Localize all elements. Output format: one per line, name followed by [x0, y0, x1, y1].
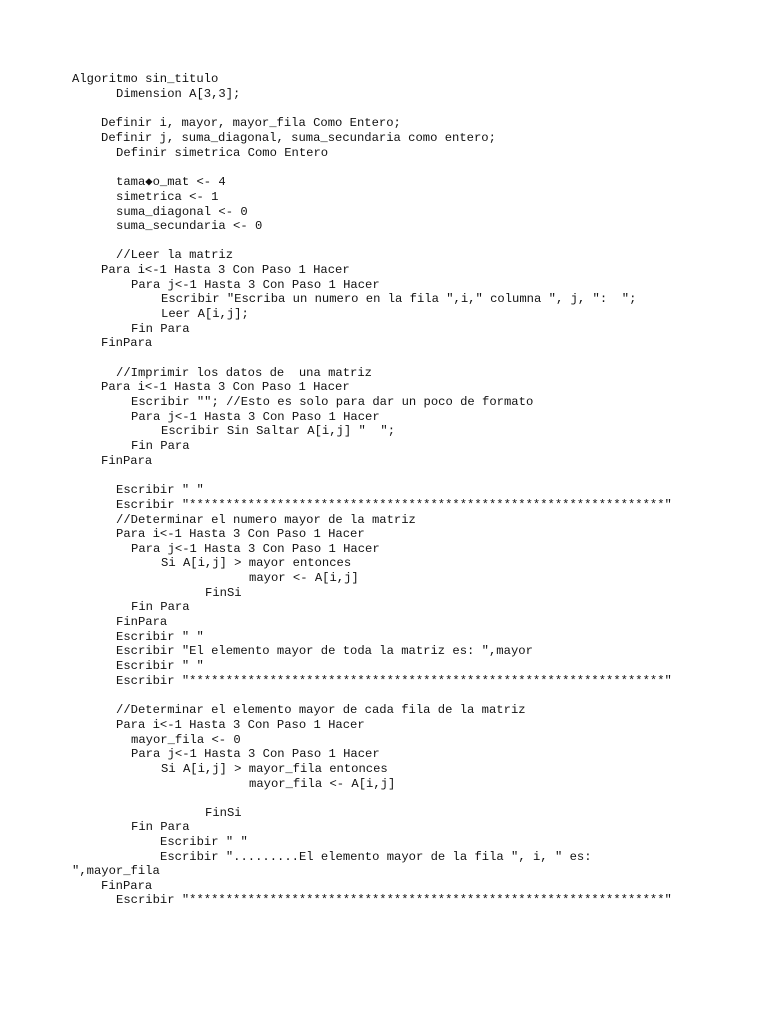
code-line: Si A[i,j] > mayor entonces — [161, 556, 352, 570]
separator-line: Escribir "*****************************************************************" — [116, 498, 672, 512]
code-line: Escribir "Escriba un numero en la fila ",i," columna ", j, ": "; — [161, 292, 637, 306]
code-line: Escribir " " — [116, 630, 204, 644]
code-line: Escribir " " — [116, 483, 204, 497]
code-line: Para j<-1 Hasta 3 Con Paso 1 Hacer — [131, 410, 380, 424]
code-line: Si A[i,j] > mayor_fila entonces — [161, 762, 388, 776]
code-line: Escribir ".........El elemento mayor de la fila ", i, " es: — [160, 850, 592, 864]
code-line: FinPara — [101, 454, 153, 468]
code-line: Para i<-1 Hasta 3 Con Paso 1 Hacer — [116, 527, 365, 541]
code-line: Dimension A[3,3]; — [116, 87, 241, 101]
code-line: Para j<-1 Hasta 3 Con Paso 1 Hacer — [131, 542, 380, 556]
code-line: Definir simetrica Como Entero — [116, 146, 329, 160]
code-line: Para i<-1 Hasta 3 Con Paso 1 Hacer — [116, 718, 365, 732]
code-line: Para i<-1 Hasta 3 Con Paso 1 Hacer — [101, 380, 350, 394]
code-line: //Imprimir los datos de una matriz — [116, 366, 372, 380]
code-line: Fin Para — [131, 820, 190, 834]
code-line: Leer A[i,j]; — [161, 307, 249, 321]
code-line: FinSi — [205, 586, 242, 600]
separator-line: Escribir "*****************************************************************" — [116, 893, 672, 907]
code-line: mayor_fila <- 0 — [131, 733, 241, 747]
code-line: Algoritmo sin_titulo — [72, 72, 219, 86]
code-line: Para i<-1 Hasta 3 Con Paso 1 Hacer — [101, 263, 350, 277]
code-line: Escribir Sin Saltar A[i,j] " "; — [161, 424, 396, 438]
separator-line: Escribir "*****************************************************************" — [116, 674, 672, 688]
code-line: Fin Para — [131, 439, 190, 453]
code-line: Escribir " " — [116, 659, 204, 673]
code-line: Escribir " " — [160, 835, 248, 849]
code-line: ",mayor_fila — [72, 864, 160, 878]
code-line: Fin Para — [131, 322, 190, 336]
code-line: mayor <- A[i,j] — [249, 571, 359, 585]
code-line: FinPara — [101, 879, 153, 893]
code-line: mayor_fila <- A[i,j] — [249, 777, 396, 791]
code-line: FinPara — [116, 615, 168, 629]
code-line: Definir j, suma_diagonal, suma_secundaria como entero; — [101, 131, 496, 145]
code-line: FinSi — [205, 806, 242, 820]
code-line: tama◆o_mat <- 4 — [116, 175, 226, 189]
code-line: Fin Para — [131, 600, 190, 614]
code-line: //Determinar el numero mayor de la matriz — [116, 513, 416, 527]
code-line: Escribir "El elemento mayor de toda la matriz es: ",mayor — [116, 644, 533, 658]
code-line: simetrica <- 1 — [116, 190, 219, 204]
code-line: Para j<-1 Hasta 3 Con Paso 1 Hacer — [131, 278, 380, 292]
code-line: //Leer la matriz — [116, 248, 234, 262]
code-line: FinPara — [101, 336, 153, 350]
code-line: Definir i, mayor, mayor_fila Como Entero; — [101, 116, 401, 130]
code-line: //Determinar el elemento mayor de cada fila de la matriz — [116, 703, 526, 717]
code-line: Escribir ""; //Esto es solo para dar un poco de formato — [131, 395, 534, 409]
code-line: suma_secundaria <- 0 — [116, 219, 263, 233]
code-line: suma_diagonal <- 0 — [116, 205, 248, 219]
code-line: Para j<-1 Hasta 3 Con Paso 1 Hacer — [131, 747, 380, 761]
